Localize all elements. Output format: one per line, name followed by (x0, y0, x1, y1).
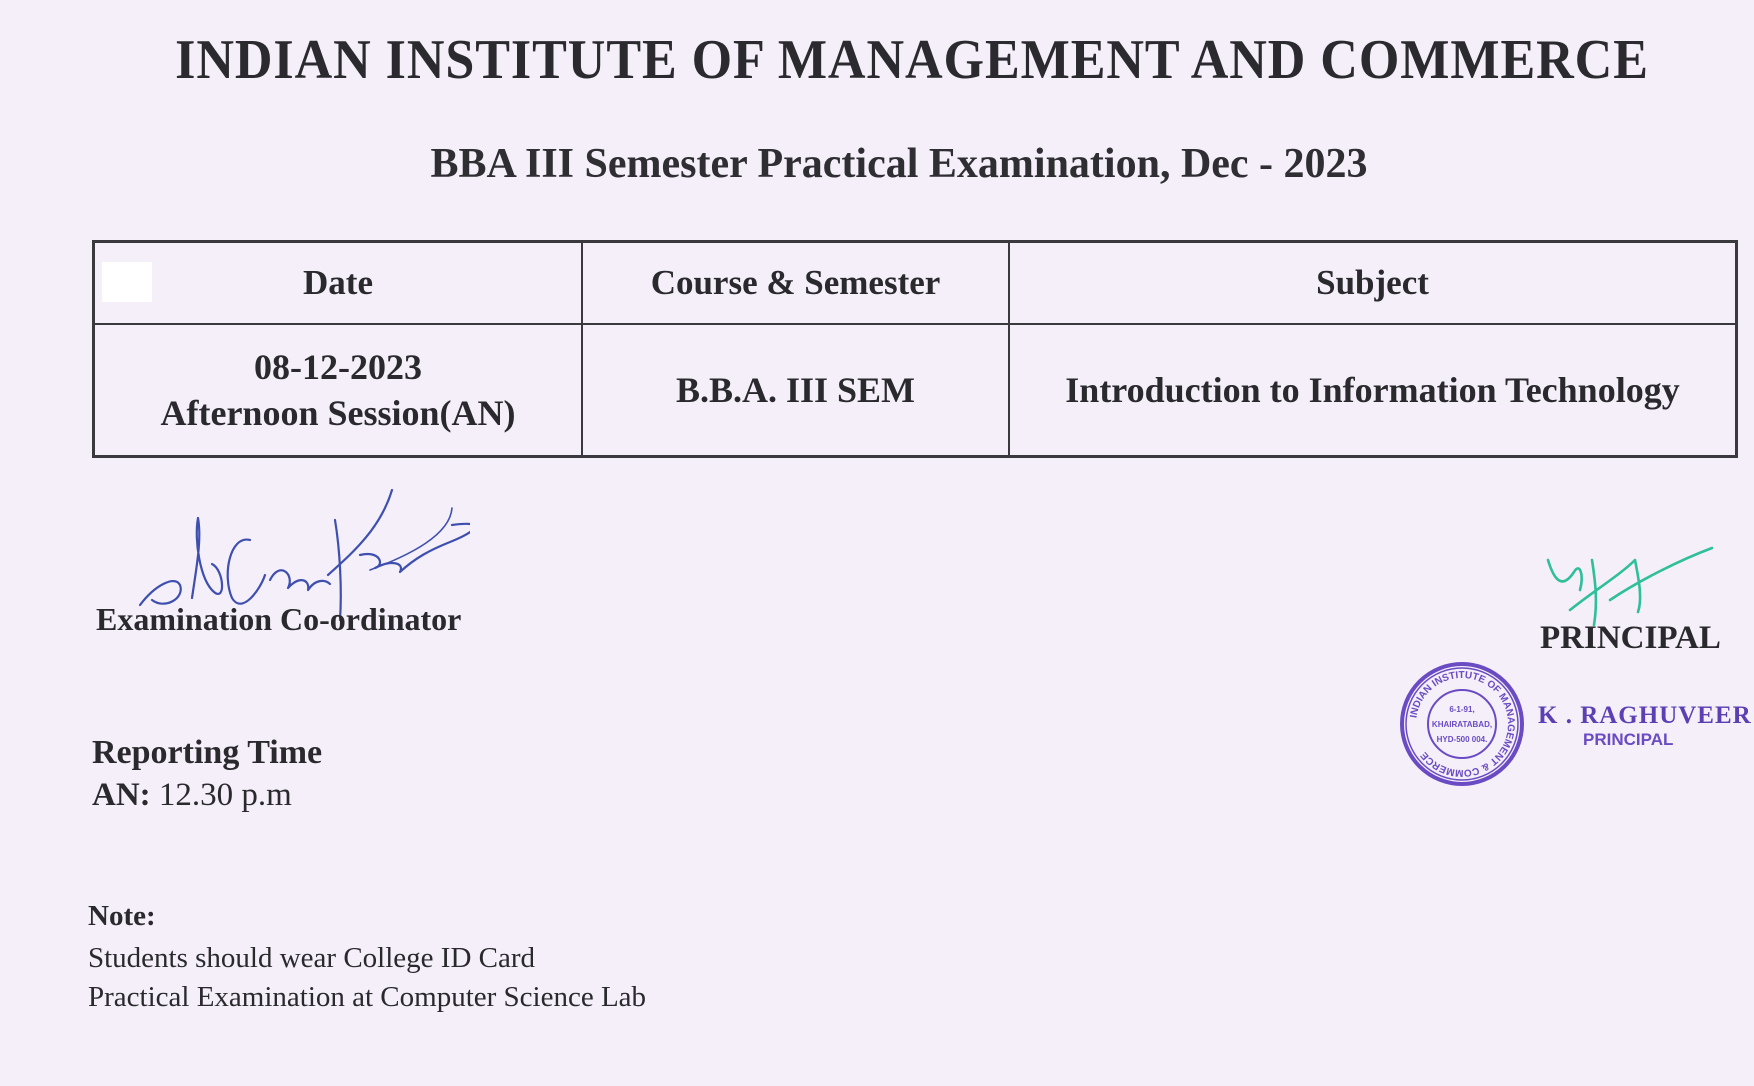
exam-date: 08-12-2023 (254, 347, 422, 387)
reporting-time-value: 12.30 p.m (158, 777, 292, 813)
exam-title: BBA III Semester Practical Examination, Dec - 2023 (430, 141, 1368, 187)
seal-line-2: KHAIRATABAD, (1431, 720, 1493, 729)
column-header-date: Date (94, 242, 583, 325)
table-row (94, 324, 1737, 457)
note-line: Practical Examination at Computer Science Lab (88, 981, 647, 1013)
reporting-time-heading: Reporting Time (92, 734, 323, 771)
reporting-time (92, 777, 292, 814)
principal-label: PRINCIPAL (1540, 620, 1721, 656)
note-line: Students should wear College ID Card (88, 942, 536, 974)
date-cell (94, 324, 583, 457)
note-heading: Note: (88, 900, 156, 932)
table-header-row (94, 242, 1737, 325)
stamp-title: PRINCIPAL (1583, 730, 1674, 749)
whiteout-patch (102, 262, 152, 302)
institute-seal (1398, 660, 1526, 788)
principal-signature (1540, 540, 1720, 630)
exam-schedule-table (92, 240, 1738, 458)
course-cell: B.B.A. III SEM (582, 324, 1009, 457)
stamp-name: K . RAGHUVEER (1538, 702, 1752, 729)
seal-line-1: 6-1-91, (1449, 705, 1475, 714)
seal-line-3: HYD-500 004. (1436, 735, 1488, 744)
institute-name: INDIAN INSTITUTE OF MANAGEMENT AND COMMERCE (175, 29, 1649, 91)
column-header-course: Course & Semester (582, 242, 1009, 325)
coordinator-label: Examination Co-ordinator (96, 601, 462, 637)
exam-session: Afternoon Session(AN) (160, 393, 516, 433)
session-label: AN: (92, 777, 151, 813)
column-header-subject: Subject (1009, 242, 1737, 325)
seal-ring-text: INDIAN INSTITUTE OF MANAGEMENT & COMMERCE (1408, 669, 1517, 779)
subject-cell: Introduction to Information Technology (1009, 324, 1737, 457)
